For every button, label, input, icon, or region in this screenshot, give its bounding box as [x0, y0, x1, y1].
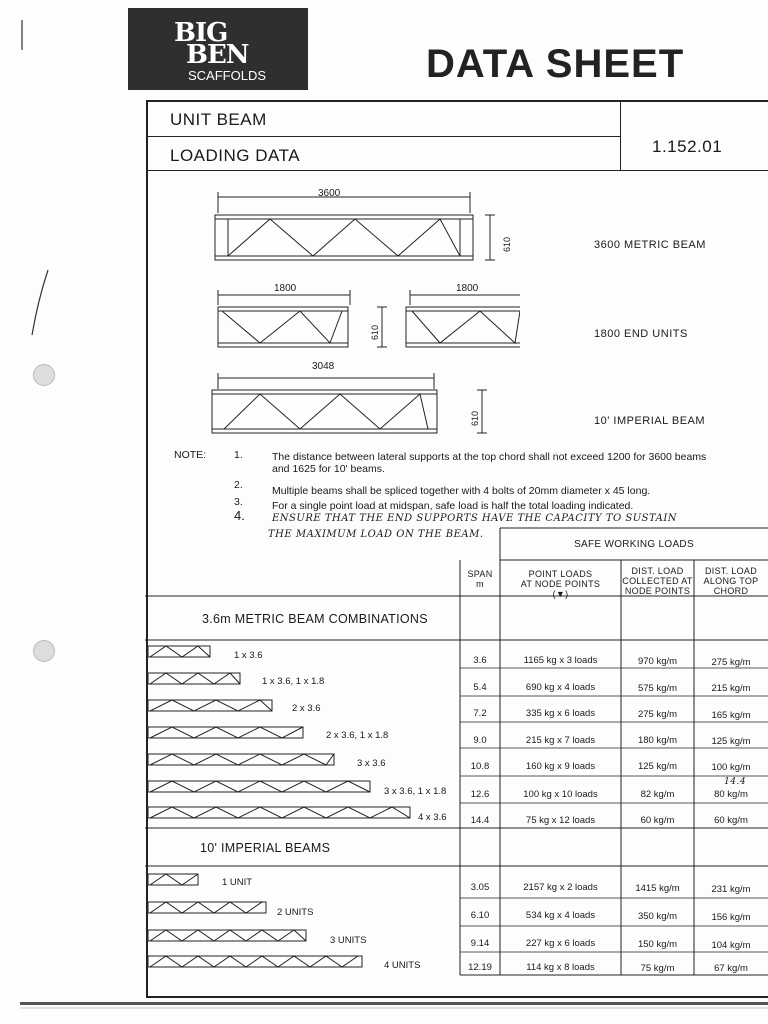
document-title: DATA SHEET — [426, 42, 685, 86]
row-span: 14.4 — [470, 815, 490, 826]
row-label: 4 UNITS — [384, 960, 421, 971]
row-dist-chord: 165 kg/m — [711, 710, 751, 721]
row-span: 5.4 — [473, 682, 487, 693]
note-2-text: Multiple beams shall be spliced together with 4 bolts of 20mm diameter x 45 long. — [272, 485, 651, 497]
note-4-handwritten-cont: THE MAXIMUM LOAD ON THE BEAM. — [268, 529, 484, 540]
row-label: 3 x 3.6, 1 x 1.8 — [384, 786, 447, 797]
row-point-load: 114 kg x 8 loads — [526, 962, 595, 973]
row-dist-chord: 67 kg/m — [714, 963, 748, 974]
col-span-line2: m — [476, 579, 484, 589]
note-1-text-cont: and 1625 for 10' beams. — [272, 463, 385, 475]
note-4-handwritten: ENSURE THAT THE END SUPPORTS HAVE THE CAPACITY TO SUSTAIN — [272, 513, 678, 524]
row-span: 12.19 — [468, 962, 492, 973]
beam1-height: 610 — [502, 236, 512, 252]
row-dist-node: 60 kg/m — [640, 815, 675, 826]
row-label: 1 UNIT — [222, 877, 253, 888]
row-span: 10.8 — [470, 761, 490, 772]
row-label: 3 UNITS — [330, 935, 367, 946]
row-point-load: 75 kg x 12 loads — [525, 815, 596, 826]
row-span: 6.10 — [470, 910, 490, 921]
metric-section-title: 3.6m METRIC BEAM COMBINATIONS — [202, 612, 428, 626]
document-code: 1.152.01 — [652, 137, 723, 156]
row-label: 4 x 3.6 — [418, 812, 447, 823]
note-3-text: For a single point load at midspan, safe load is half the total loading indicated. — [272, 500, 634, 512]
col-point-header — [500, 569, 621, 599]
row-dist-chord: 100 kg/m — [711, 762, 751, 773]
note-2-number: 2. — [234, 479, 243, 491]
col-dist2-line1: DIST. LOAD — [704, 566, 757, 576]
row-dist-chord: 125 kg/m — [711, 736, 751, 747]
logo-line2: BEN — [186, 40, 249, 70]
note-1-number: 1. — [234, 449, 243, 461]
row-dist-chord: 104 kg/m — [711, 940, 751, 951]
row-dist-chord: 60 kg/m — [714, 815, 748, 826]
col-dist2-line3: CHORD — [713, 586, 749, 596]
row-dist-node: 75 kg/m — [640, 963, 675, 974]
row-span: 7.2 — [473, 708, 487, 719]
footer-rule — [20, 1002, 768, 1005]
row-dist-node: 970 kg/m — [637, 656, 678, 667]
beam2-dimension: 3048 — [312, 361, 335, 372]
row-point-load: 1165 kg x 3 loads — [523, 655, 598, 666]
col-dist2-header — [694, 566, 768, 596]
beam1-dimension: 3600 — [318, 188, 341, 199]
punch-hole — [33, 364, 55, 386]
col-span-header — [460, 569, 500, 589]
end-unit-right-dimension: 1800 — [456, 283, 479, 294]
col-point-line2: AT NODE POINTS — [520, 579, 601, 589]
note-3-number: 3. — [234, 496, 243, 508]
col-dist1-line2: COLLECTED AT — [622, 576, 693, 586]
col-point-line1: POINT LOADS — [528, 569, 593, 579]
row-dist-node: 180 kg/m — [637, 735, 678, 746]
safe-working-loads-header: SAFE WORKING LOADS — [574, 539, 694, 550]
logo-line3: SCAFFOLDS — [188, 68, 267, 83]
row-dist-node: 150 kg/m — [637, 939, 678, 950]
col-span-line1: SPAN — [467, 569, 493, 579]
row-span: 9.14 — [470, 938, 490, 949]
col-dist1-line1: DIST. LOAD — [631, 566, 684, 576]
row-point-load: 215 kg x 7 loads — [525, 735, 596, 746]
page-subtitle: LOADING DATA — [170, 146, 301, 165]
note-4-number: 4. — [234, 508, 245, 523]
row-dist-chord: 80 kg/m — [714, 789, 748, 800]
row-label: 2 UNITS — [277, 907, 314, 918]
imperial-section-title: 10' IMPERIAL BEAMS — [200, 841, 331, 855]
row-dist-node: 575 kg/m — [637, 683, 678, 694]
row-point-load: 227 kg x 6 loads — [525, 938, 596, 949]
row-point-load: 100 kg x 10 loads — [523, 789, 598, 800]
punch-hole — [33, 640, 55, 662]
row-dist-node: 82 kg/m — [640, 789, 675, 800]
row-dist-chord: 231 kg/m — [711, 884, 751, 895]
beam2-caption: 10' IMPERIAL BEAM — [594, 415, 706, 427]
col-dist1-line3: NODE POINTS — [624, 586, 691, 596]
row-point-load: 335 kg x 6 loads — [525, 708, 596, 719]
row-label: 1 x 3.6 — [234, 650, 263, 661]
beam2-height: 610 — [470, 410, 480, 426]
row-span: 3.6 — [473, 655, 487, 666]
row-span: 9.0 — [473, 735, 487, 746]
row-point-load: 2157 kg x 2 loads — [523, 882, 598, 893]
row-label: 3 x 3.6 — [357, 758, 386, 769]
row-label: 2 x 3.6, 1 x 1.8 — [326, 730, 389, 741]
handwritten-annotation: 14.4 — [724, 777, 747, 787]
col-dist1-header — [621, 566, 694, 596]
row-span: 12.6 — [470, 789, 490, 800]
note-1-text: The distance between lateral supports at the top chord shall not exceed 1200 for 3600 beams — [272, 451, 707, 463]
row-point-load: 690 kg x 4 loads — [525, 682, 596, 693]
row-span: 3.05 — [470, 882, 490, 893]
col-point-line3: (▼) — [552, 589, 569, 599]
end-unit-left-dimension: 1800 — [274, 283, 297, 294]
row-label: 2 x 3.6 — [292, 703, 321, 714]
row-point-load: 160 kg x 9 loads — [525, 761, 596, 772]
row-dist-node: 1415 kg/m — [635, 883, 680, 894]
end-units-caption: 1800 END UNITS — [594, 328, 688, 340]
row-dist-chord: 156 kg/m — [711, 912, 751, 923]
row-label: 1 x 3.6, 1 x 1.8 — [262, 676, 325, 687]
end-unit-height: 610 — [370, 324, 380, 340]
row-dist-node: 275 kg/m — [637, 709, 678, 720]
logo-line1: BIG — [174, 18, 228, 48]
product-title: UNIT BEAM — [170, 110, 267, 129]
beam1-caption: 3600 METRIC BEAM — [594, 239, 706, 251]
col-dist2-line2: ALONG TOP — [703, 576, 759, 586]
row-dist-chord: 275 kg/m — [711, 657, 751, 668]
row-dist-chord: 215 kg/m — [711, 683, 751, 694]
notes-label: NOTE: — [174, 449, 207, 461]
row-dist-node: 350 kg/m — [637, 911, 678, 922]
row-point-load: 534 kg x 4 loads — [525, 910, 596, 921]
row-dist-node: 125 kg/m — [637, 761, 678, 772]
